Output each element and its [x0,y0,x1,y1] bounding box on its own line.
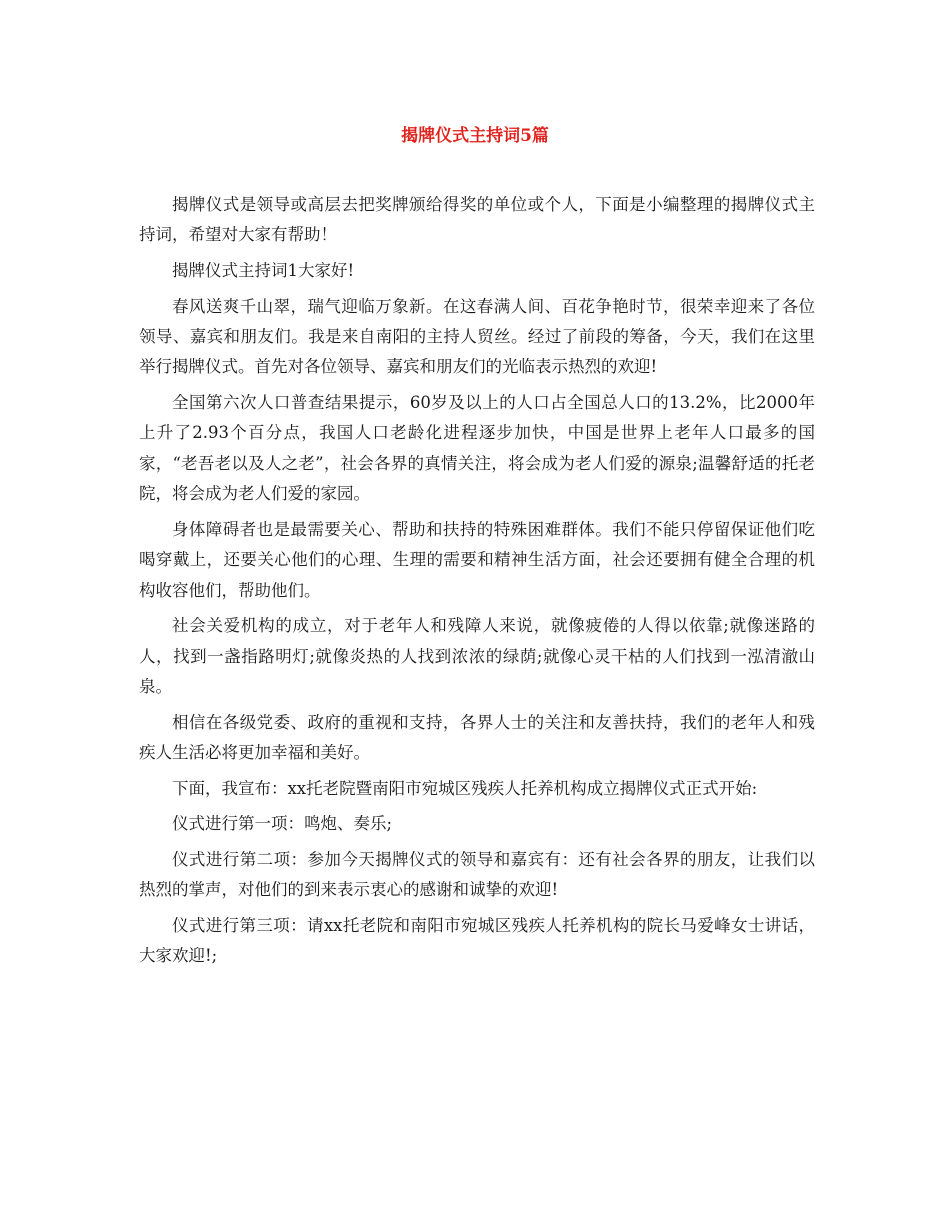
paragraph-step-3: 仪式进行第三项：请xx托老院和南阳市宛城区残疾人托养机构的院长马爱峰女士讲话，大家欢迎!; [139,915,815,966]
paragraph-step-2: 仪式进行第二项：参加今天揭牌仪式的领导和嘉宾有：还有社会各界的朋友，让我们以热烈的掌声，对他们的到来表示衷心的感谢和诚挚的欢迎! [139,849,815,900]
paragraph-opening: 春风送爽千山翠，瑞气迎临万象新。在这春满人间、百花争艳时节，很荣幸迎来了各位领导、嘉宾和朋友们。我是来自南阳的主持人贸丝。经过了前段的筹备，今天，我们在这里举行揭牌仪式。首先对各位领导、嘉宾和朋友们的光临表示热烈的欢迎! [139,296,815,377]
paragraph-census: 全国第六次人口普查结果提示，60岁及以上的人口占全国总人口的13.2%，比2000年上升了2.93个百分点，我国人口老龄化进程逐步加快，中国是世界上老年人口最多的国家，“老吾老以及人之老”，社会各界的真情关注，将会成为老人们爱的源泉;温馨舒适的托老院，将会成为老人们爱的家园。 [139,393,815,504]
paragraph-announce: 下面，我宣布：xx托老院暨南阳市宛城区残疾人托养机构成立揭牌仪式正式开始: [172,778,758,798]
document-body [139,190,815,977]
paragraph-intro: 揭牌仪式是领导或高层去把奖牌颁给得奖的单位或个人，下面是小编整理的揭牌仪式主持词，希望对大家有帮助！ [139,195,815,245]
paragraph-disabled: 身体障碍者也是最需要关心、帮助和扶持的特殊困难群体。我们不能只停留保证他们吃喝穿戴上，还要关心他们的心理、生理的需要和精神生活方面，社会还要拥有健全合理的机构收容他们，帮助他们。 [139,519,815,600]
paragraph-institution: 社会关爱机构的成立，对于老年人和残障人来说，就像疲倦的人得以依靠;就像迷路的人，找到一盏指路明灯;就像炎热的人找到浓浓的绿荫;就像心灵干枯的人们找到一泓清澈山泉。 [139,616,815,697]
paragraph-step-1: 仪式进行第一项：鸣炮、奏乐; [172,814,393,834]
document-title: 揭牌仪式主持词5篇 [401,126,549,146]
paragraph-belief: 相信在各级党委、政府的重视和支持，各界人士的关注和友善扶持，我们的老年人和残疾人生活必将更加幸福和美好。 [139,712,815,763]
paragraph-section-heading: 揭牌仪式主持词1大家好! [172,261,355,280]
